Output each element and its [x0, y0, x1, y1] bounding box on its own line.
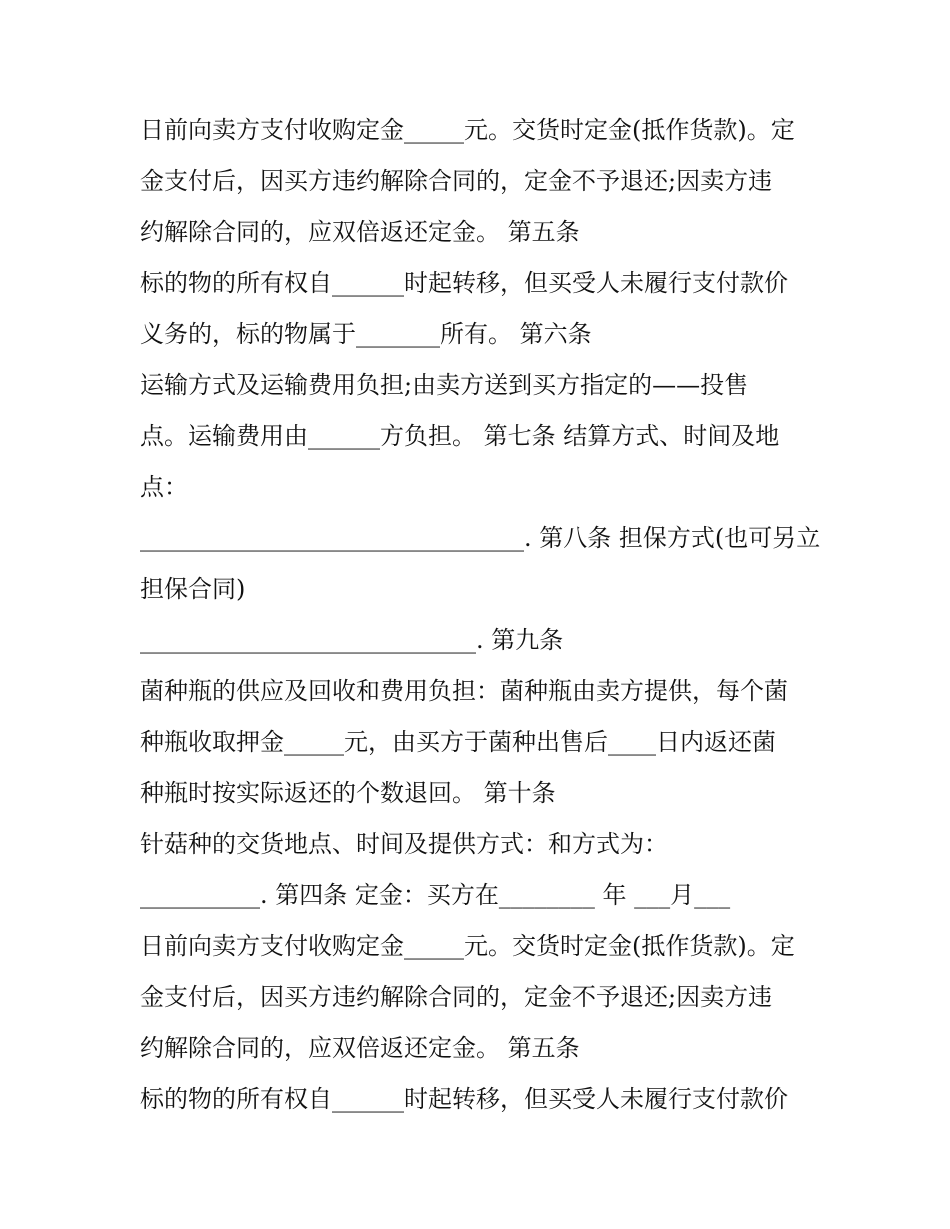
text-line-11: ____________________________. 第九条: [140, 626, 564, 654]
contract-text-block: [140, 105, 820, 1125]
text-line-8: 点：: [140, 473, 188, 501]
text-line-5: 义务的，标的物属于_______所有。 第六条: [140, 320, 592, 348]
text-line-3: 约解除合同的，应双倍返还定金。 第五条: [140, 218, 580, 246]
text-line-20: 标的物的所有权自______时起转移，但买受人未履行支付款价: [140, 1085, 788, 1113]
text-line-7: 点。运输费用由______方负担。 第七条 结算方式、时间及地: [140, 422, 780, 450]
text-line-15: 针菇种的交货地点、时间及提供方式：和方式为：: [140, 830, 668, 858]
text-line-18: 金支付后，因买方违约解除合同的，定金不予退还;因卖方违: [140, 983, 773, 1011]
text-line-14: 种瓶时按实际返还的个数退回。 第十条: [140, 779, 556, 807]
text-line-9: ________________________________. 第八条 担保方式(也可另立: [140, 524, 821, 552]
text-line-13: 种瓶收取押金_____元，由买方于菌种出售后____日内返还菌: [140, 728, 776, 756]
text-line-1: 日前向卖方支付收购定金_____元。交货时定金(抵作货款)。定: [140, 116, 795, 144]
text-line-17: 日前向卖方支付收购定金_____元。交货时定金(抵作货款)。定: [140, 932, 795, 960]
text-line-10: 担保合同): [140, 575, 246, 603]
text-line-12: 菌种瓶的供应及回收和费用负担：菌种瓶由卖方提供，每个菌: [140, 677, 788, 705]
text-line-6: 运输方式及运输费用负担;由卖方送到买方指定的——投售: [140, 371, 749, 399]
text-line-19: 约解除合同的，应双倍返还定金。 第五条: [140, 1034, 580, 1062]
text-line-16: __________. 第四条 定金：买方在________ 年 ___月___: [140, 881, 731, 909]
text-line-2: 金支付后，因买方违约解除合同的，定金不予退还;因卖方违: [140, 167, 773, 195]
text-line-4: 标的物的所有权自______时起转移，但买受人未履行支付款价: [140, 269, 788, 297]
